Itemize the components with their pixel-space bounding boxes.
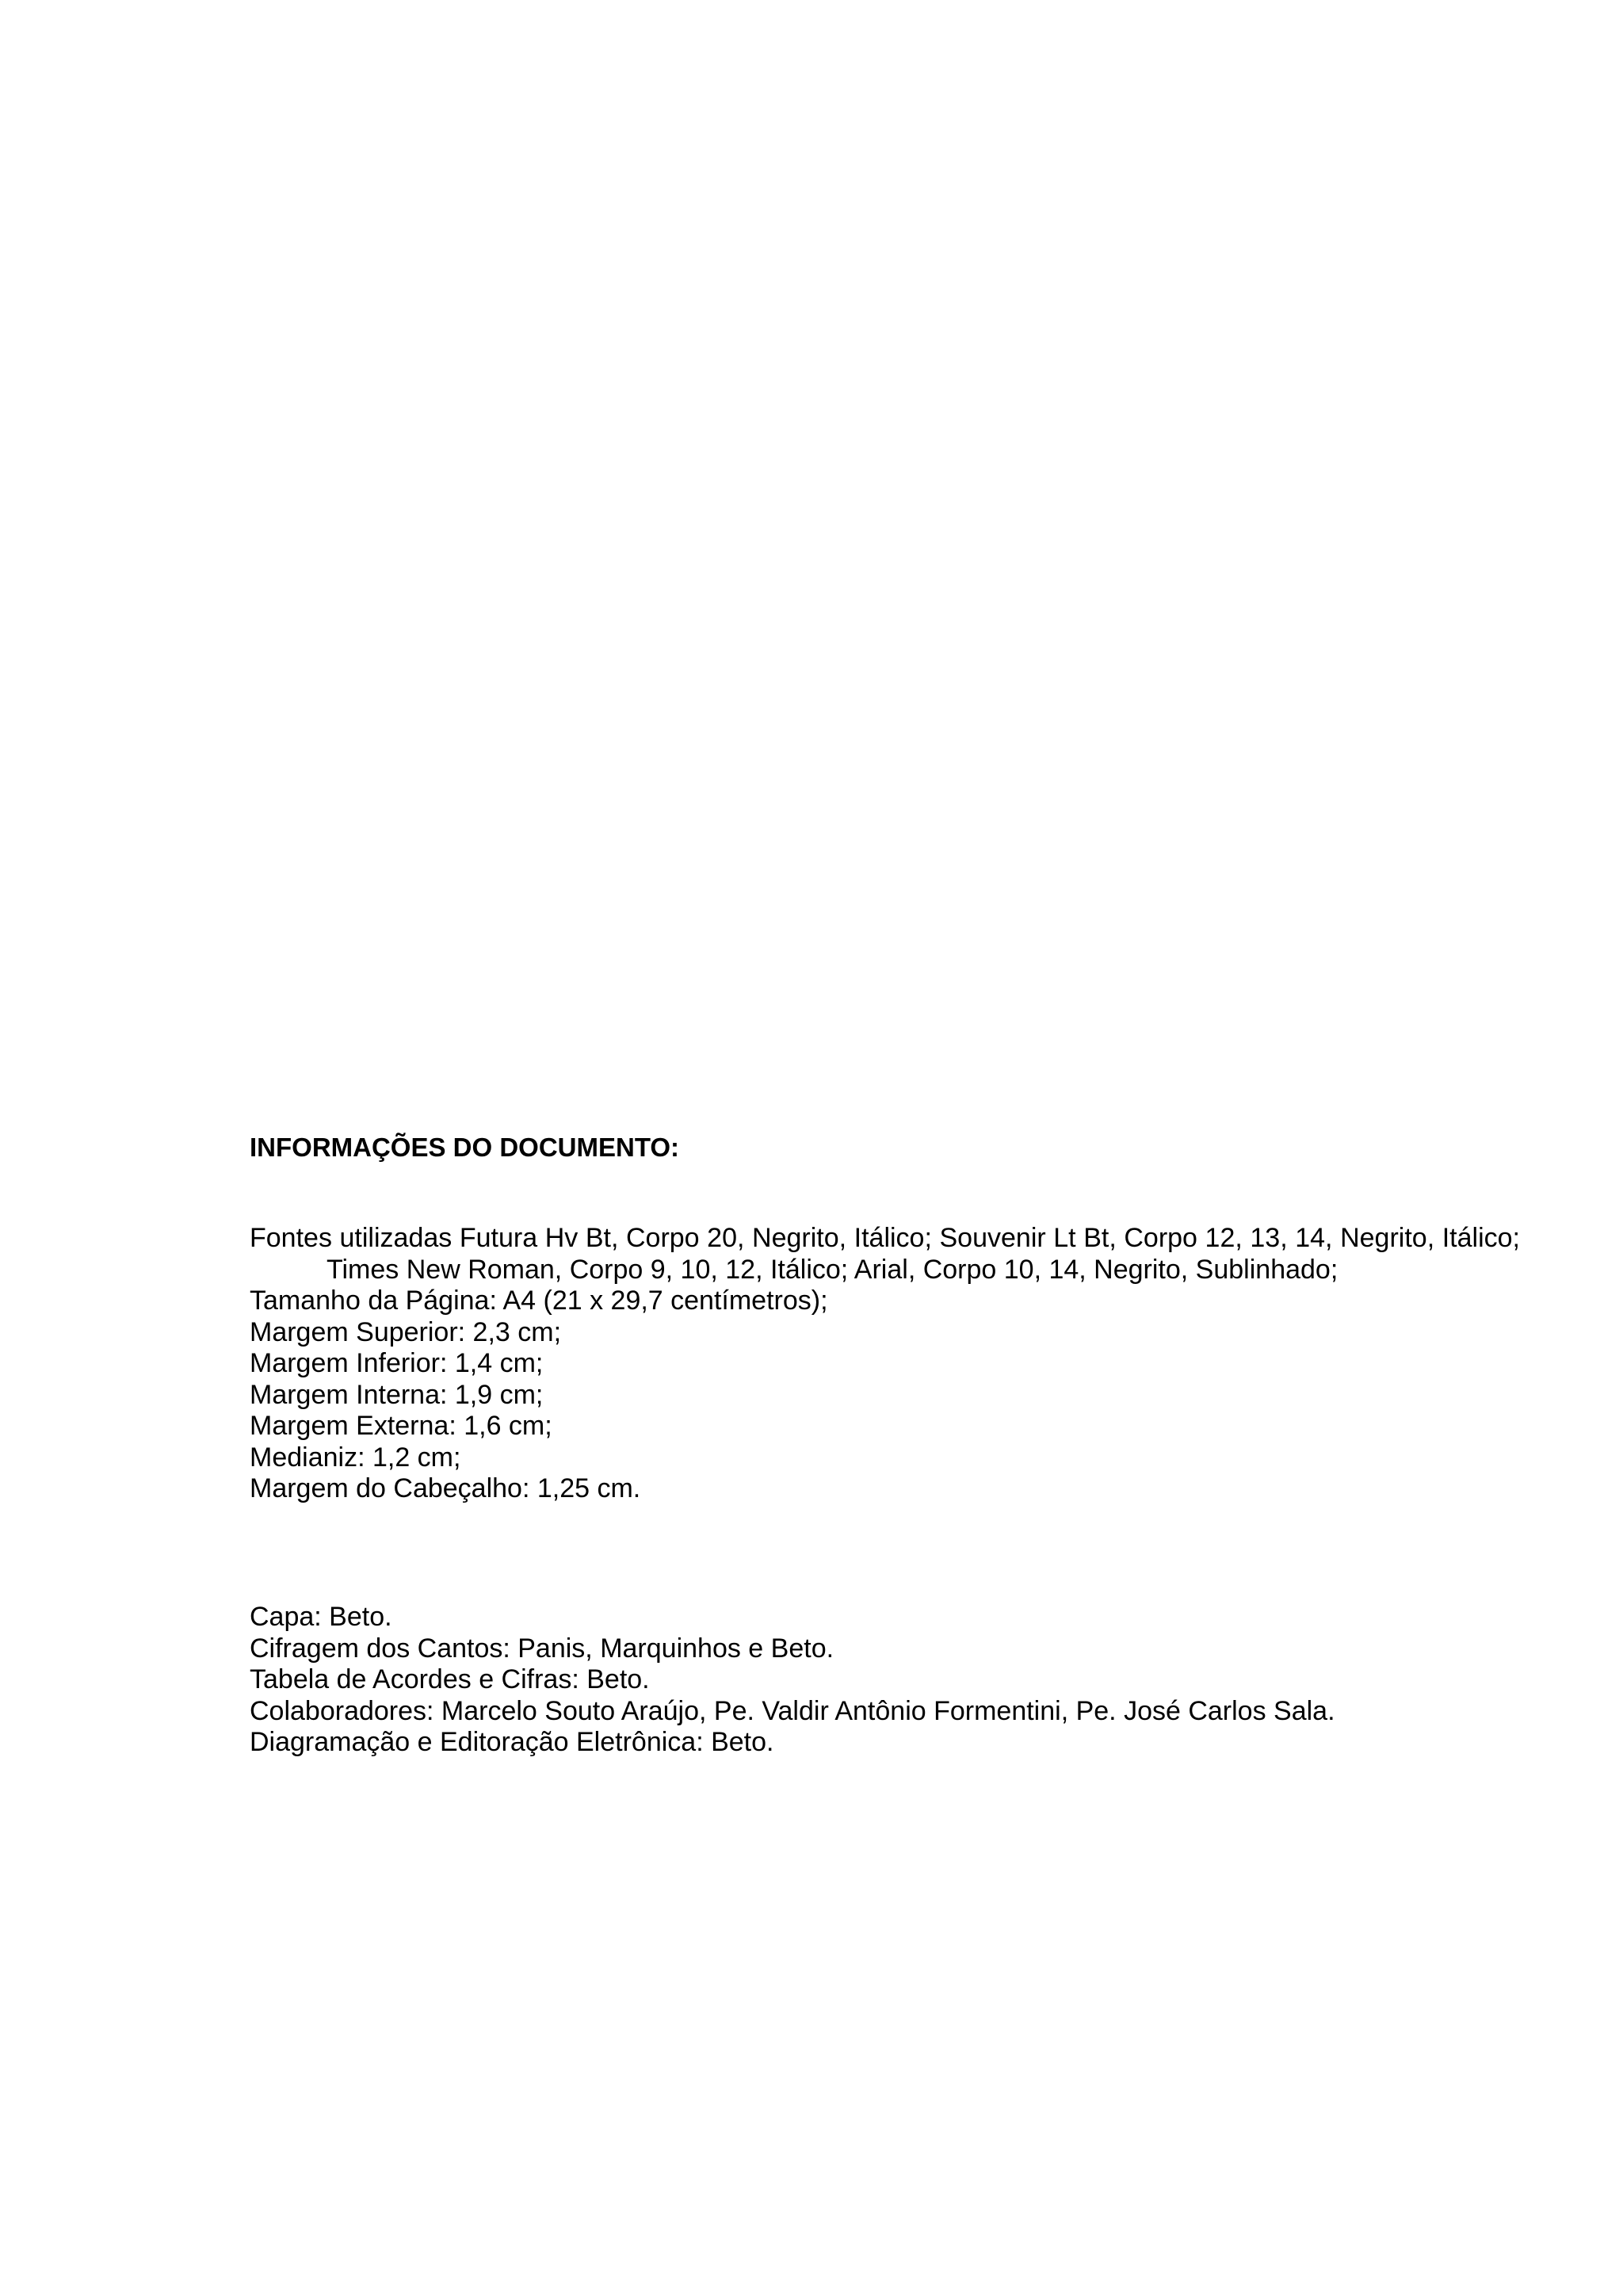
document-info-heading: INFORMAÇÕES DO DOCUMENTO: bbox=[250, 1133, 680, 1162]
layout-credit-line: Diagramação e Editoração Eletrônica: Beto. bbox=[250, 1727, 774, 1757]
document-specs bbox=[250, 1223, 1520, 1505]
fonts-used-line: Fontes utilizadas Futura Hv Bt, Corpo 20, Negrito, Itálico; Souvenir Lt Bt, Corpo 12, 13, 14, Negrito, Itálico; Times New Roman, Corpo 9, 10, 12, Itálico; Arial, Corpo 10, 14, Negrito, Sublinhado; bbox=[250, 1223, 1520, 1285]
document-credits bbox=[250, 1602, 1520, 1759]
gutter-line: Medianiz: 1,2 cm; bbox=[250, 1442, 461, 1473]
bottom-margin-line: Margem Inferior: 1,4 cm; bbox=[250, 1348, 544, 1378]
page-size-line: Tamanho da Página: A4 (21 x 29,7 centímetros); bbox=[250, 1286, 828, 1316]
cover-credit-line: Capa: Beto. bbox=[250, 1602, 392, 1632]
inner-margin-line: Margem Interna: 1,9 cm; bbox=[250, 1379, 544, 1410]
chord-table-credit-line: Tabela de Acordes e Cifras: Beto. bbox=[250, 1664, 650, 1694]
outer-margin-line: Margem Externa: 1,6 cm; bbox=[250, 1411, 552, 1441]
chords-credit-line: Cifragem dos Cantos: Panis, Marquinhos e Beto. bbox=[250, 1633, 834, 1664]
collaborators-line: Colaboradores: Marcelo Souto Araújo, Pe. Valdir Antônio Formentini, Pe. José Carlos Sala. bbox=[250, 1695, 1335, 1726]
header-margin-line: Margem do Cabeçalho: 1,25 cm. bbox=[250, 1473, 641, 1503]
top-margin-line: Margem Superior: 2,3 cm; bbox=[250, 1316, 562, 1347]
